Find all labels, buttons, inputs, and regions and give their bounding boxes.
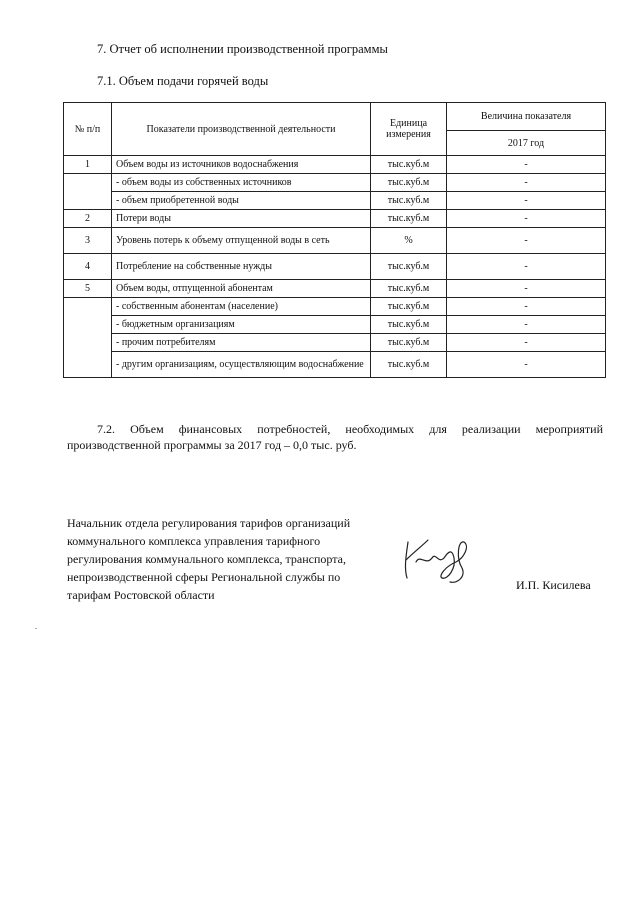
row-unit: тыс.куб.м [371, 298, 447, 316]
header-value-group: Величина показателя [447, 103, 606, 131]
scan-mark [35, 628, 37, 629]
row-indicator: - бюджетным организациям [112, 316, 371, 334]
row-num: 2 [64, 210, 112, 228]
row-unit: тыс.куб.м [371, 254, 447, 280]
row-unit: тыс.куб.м [371, 316, 447, 334]
row-value: - [447, 298, 606, 316]
row-indicator: Объем воды из источников водоснабжения [112, 156, 371, 174]
table-row [64, 352, 606, 378]
row-value: - [447, 254, 606, 280]
header-year: 2017 год [447, 131, 606, 156]
table-row [64, 174, 606, 192]
row-unit: тыс.куб.м [371, 334, 447, 352]
row-value: - [447, 210, 606, 228]
header-unit: Единица измерения [371, 103, 447, 156]
table-row [64, 156, 606, 174]
table-row [64, 228, 606, 254]
row-num [64, 298, 112, 378]
table-row [64, 192, 606, 210]
row-value: - [447, 316, 606, 334]
row-num: 5 [64, 280, 112, 298]
row-unit: тыс.куб.м [371, 156, 447, 174]
signatory-position: Начальник отдела регулирования тарифов организаций коммунального комплекса управления тарифного регулирования коммунального комплекса, транспорта, непроизводственной сферы Региональной службы по тарифам Ростовской области [67, 516, 351, 602]
row-indicator: Уровень потерь к объему отпущенной воды в сеть [112, 228, 371, 254]
row-unit: тыс.куб.м [371, 352, 447, 378]
row-value: - [447, 352, 606, 378]
table-row [64, 298, 606, 316]
row-indicator: Объем воды, отпущенной абонентам [112, 280, 371, 298]
row-indicator: Потери воды [112, 210, 371, 228]
signatory-name: И.П. Кисилева [516, 578, 591, 592]
row-unit: тыс.куб.м [371, 210, 447, 228]
table-row [64, 210, 606, 228]
row-value: - [447, 174, 606, 192]
row-num: 3 [64, 228, 112, 254]
handwritten-signature [398, 528, 488, 588]
subsection-title: 7.1. Объем подачи горячей воды [97, 74, 269, 88]
row-indicator: - собственным абонентам (население) [112, 298, 371, 316]
row-indicator: Потребление на собственные нужды [112, 254, 371, 280]
row-num: 1 [64, 156, 112, 174]
row-indicator: - объем приобретенной воды [112, 192, 371, 210]
row-num [64, 174, 112, 210]
header-indicator: Показатели производственной деятельности [112, 103, 371, 156]
row-value: - [447, 156, 606, 174]
financial-needs-text: 7.2. Объем финансовых потребностей, необходимых для реализации мероприятий производственной программы за 2017 год – 0,0 тыс. руб. [67, 422, 603, 452]
table-row [64, 280, 606, 298]
row-unit: тыс.куб.м [371, 280, 447, 298]
table-row [64, 254, 606, 280]
row-value: - [447, 280, 606, 298]
water-supply-table [63, 102, 606, 378]
row-unit: % [371, 228, 447, 254]
row-unit: тыс.куб.м [371, 192, 447, 210]
section-title: 7. Отчет об исполнении производственной программы [97, 42, 388, 56]
row-indicator: - объем воды из собственных источников [112, 174, 371, 192]
row-value: - [447, 334, 606, 352]
row-value: - [447, 192, 606, 210]
row-num: 4 [64, 254, 112, 280]
header-num: № п/п [64, 103, 112, 156]
row-value: - [447, 228, 606, 254]
table-row [64, 334, 606, 352]
row-unit: тыс.куб.м [371, 174, 447, 192]
row-indicator: - другим организациям, осуществляющим водоснабжение [112, 352, 371, 378]
table-row [64, 316, 606, 334]
row-indicator: - прочим потребителям [112, 334, 371, 352]
